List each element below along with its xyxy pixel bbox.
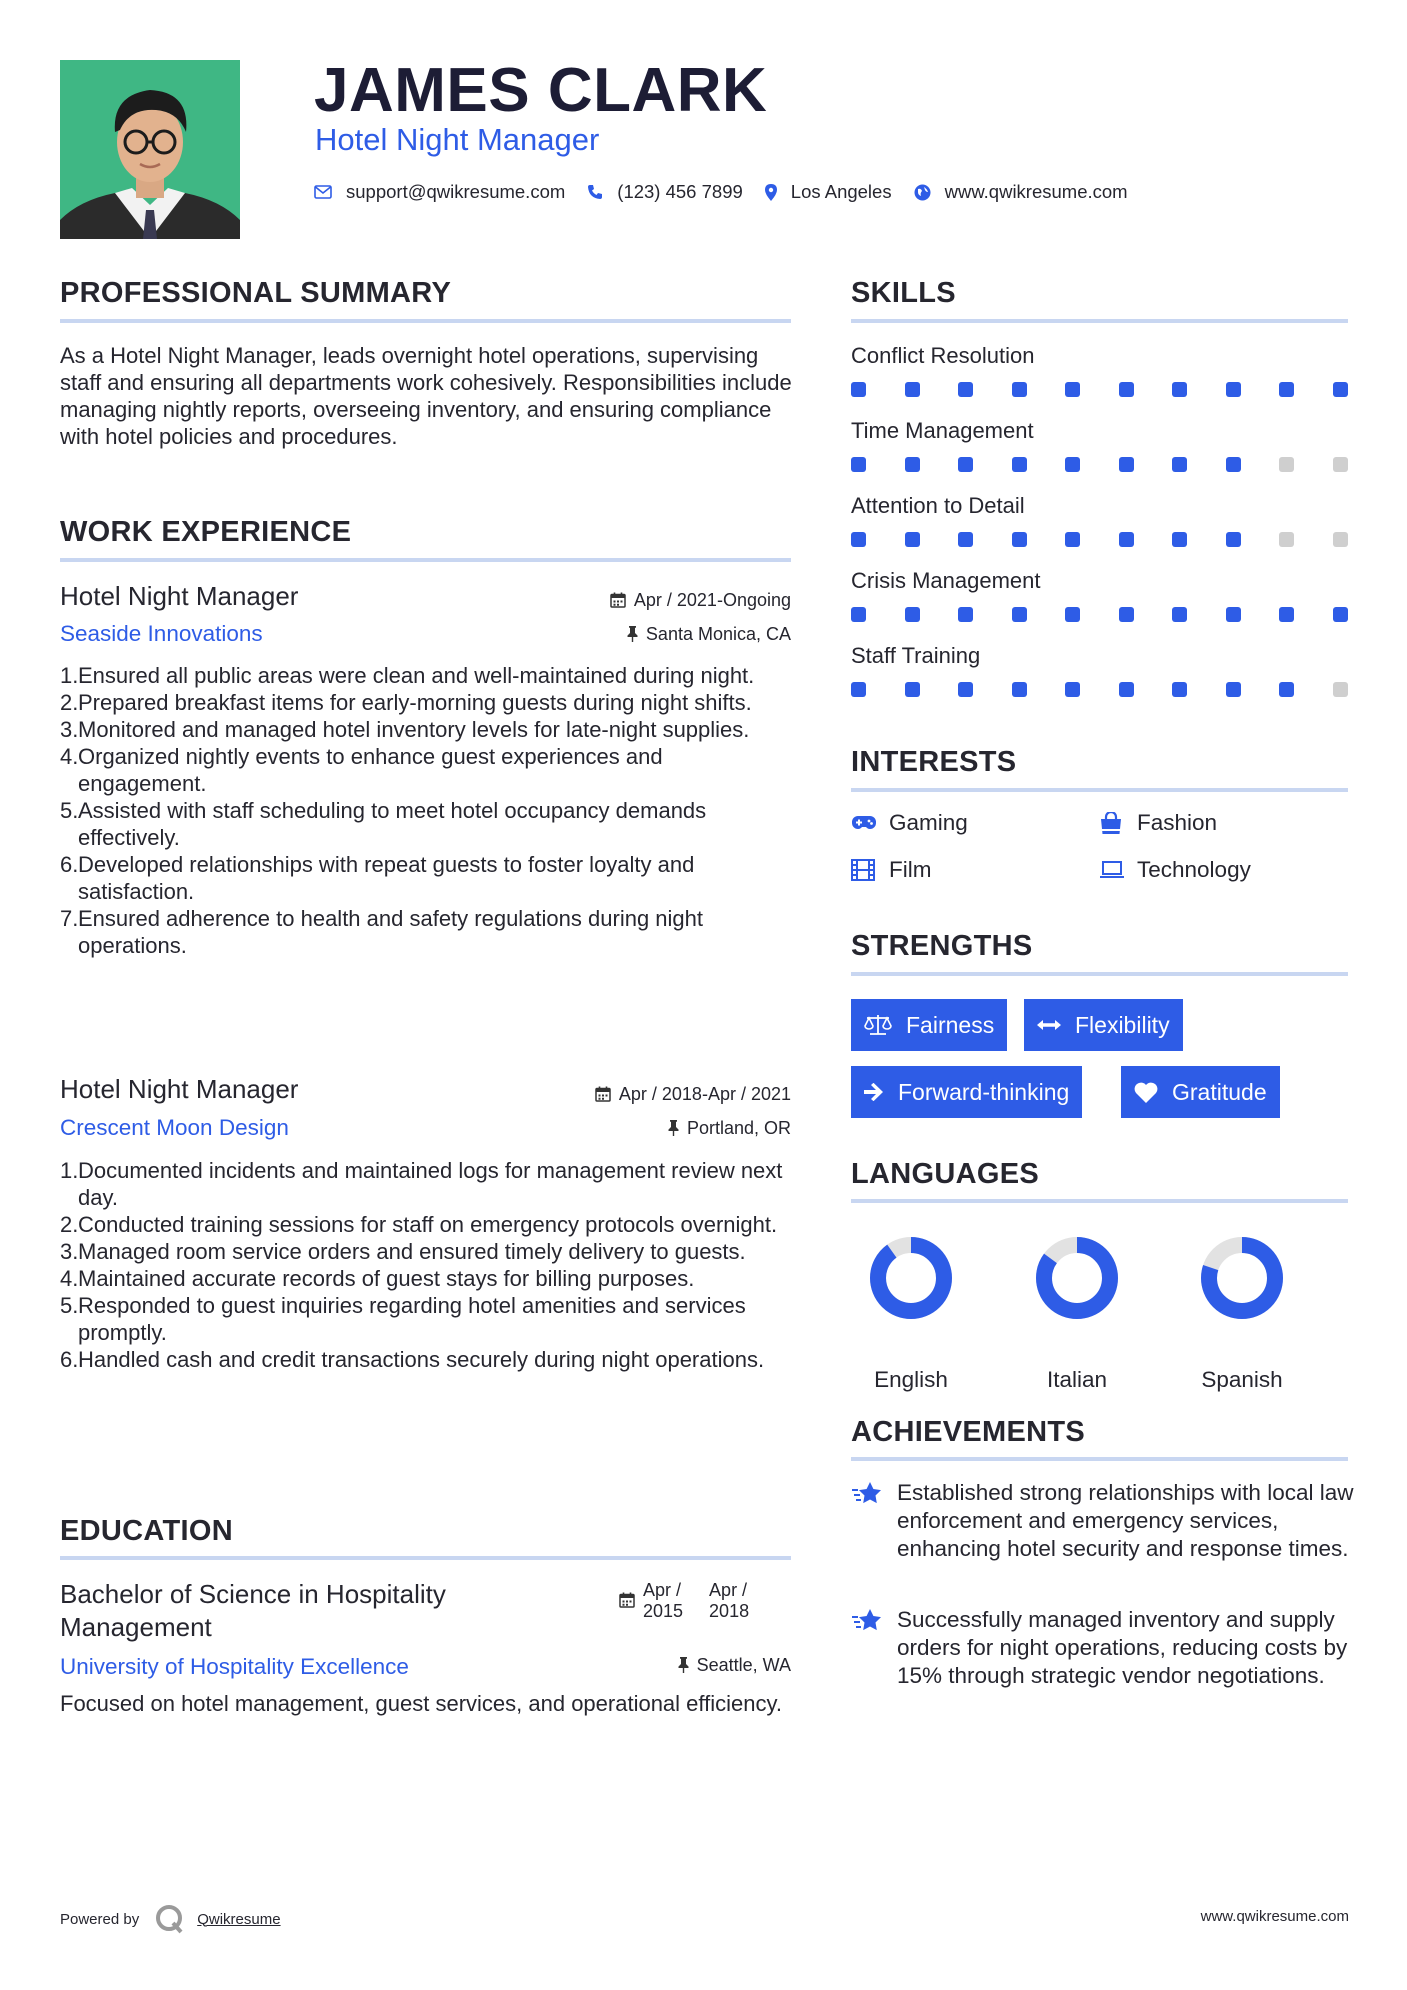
- job-2-dates: [520, 1083, 791, 1105]
- skill-dot-filled: [1279, 607, 1294, 622]
- envelope-icon: [314, 185, 332, 199]
- footer-powered: [60, 1904, 281, 1934]
- skills-list: [851, 342, 1348, 717]
- skill-row: [851, 492, 1348, 567]
- phone-icon: [587, 184, 603, 200]
- skill-dot-filled: [905, 532, 920, 547]
- skill-dot-filled: [1012, 382, 1027, 397]
- contact-website[interactable]: [914, 181, 1128, 203]
- summary-text: As a Hotel Night Manager, leads overnight hotel operations, supervising staff and ensuring all departments work cohesively. Responsibilities include managing nightly reports, overseeing inventory, and ensuring compliance with hotel policies and procedures.: [60, 343, 792, 449]
- languages-heading: LANGUAGES: [851, 1158, 1039, 1190]
- skill-row: [851, 417, 1348, 492]
- job-1-title: Hotel Night Manager: [60, 581, 299, 611]
- skill-dot-filled: [851, 382, 866, 397]
- achievement-text: Successfully managed inventory and supply orders for night operations, reducing costs by 15% through strategic vendor negotiations.: [897, 1607, 1348, 1688]
- skill-dot-filled: [1119, 457, 1134, 472]
- skill-dot-filled: [1172, 457, 1187, 472]
- achievements-heading: ACHIEVEMENTS: [851, 1416, 1086, 1448]
- arrows-horizontal-icon: [1037, 1019, 1061, 1031]
- strength-label: Flexibility: [1075, 1011, 1170, 1038]
- skill-dot-filled: [851, 607, 866, 622]
- contact-location-text: Los Angeles: [790, 181, 892, 202]
- job-2-bullet: Managed room service orders and ensured timely delivery to guests.: [78, 1239, 746, 1264]
- skill-dot-filled: [1279, 682, 1294, 697]
- job-2-bullet: Documented incidents and maintained logs for management review next day.: [78, 1158, 783, 1210]
- skill-dot-filled: [958, 382, 973, 397]
- skill-dot-filled: [1065, 682, 1080, 697]
- interest-label: Technology: [1137, 857, 1251, 882]
- languages-divider: [851, 1199, 1348, 1203]
- skill-dot-filled: [1065, 382, 1080, 397]
- job-2-bullet: Handled cash and credit transactions securely during night operations.: [78, 1347, 765, 1372]
- education-location-text: Seattle, WA: [696, 1655, 791, 1675]
- balance-scale-icon: [864, 1014, 892, 1036]
- education-degree: Bachelor of Science in Hospitality Management: [60, 1579, 446, 1642]
- skill-rating: [851, 682, 1348, 698]
- calendar-icon: [595, 1086, 611, 1102]
- interest-gaming: [851, 809, 968, 837]
- language-donut: [841, 1234, 981, 1324]
- education-heading: EDUCATION: [60, 1515, 233, 1547]
- skill-dot-filled: [1333, 607, 1348, 622]
- laptop-icon: [1099, 861, 1129, 879]
- job-1-location: [520, 623, 791, 645]
- job-2-bullet: Responded to guest inquiries regarding hotel amenities and services promptly.: [78, 1293, 746, 1345]
- calendar-icon: [619, 1580, 635, 1622]
- skill-dot-filled: [1119, 607, 1134, 622]
- interests-heading: INTERESTS: [851, 746, 1017, 778]
- skill-dot-filled: [958, 532, 973, 547]
- candidate-name: JAMES CLARK: [314, 56, 768, 125]
- job-1-bullets: [60, 662, 795, 959]
- achievement-item: [851, 1479, 1356, 1563]
- interest-label: Film: [889, 857, 932, 882]
- skill-dot-empty: [1333, 532, 1348, 547]
- summary-heading: PROFESSIONAL SUMMARY: [60, 277, 452, 309]
- job-2-bullets: [60, 1157, 795, 1373]
- language-label: Spanish: [1201, 1367, 1283, 1392]
- contact-phone-text: (123) 456 7899: [617, 181, 743, 202]
- strengths-heading: STRENGTHS: [851, 930, 1033, 962]
- education-start-month: Apr /: [643, 1580, 682, 1600]
- contact-email[interactable]: [314, 181, 565, 203]
- experience-divider: [60, 558, 791, 562]
- interest-label: Gaming: [889, 810, 968, 835]
- education-end: [709, 1580, 749, 1622]
- skill-dot-filled: [1012, 457, 1027, 472]
- language-label: Italian: [1046, 1367, 1108, 1392]
- experience-heading: WORK EXPERIENCE: [60, 516, 352, 548]
- language-item: [1172, 1234, 1312, 1394]
- globe-icon: [914, 184, 931, 201]
- arrow-right-icon: [864, 1083, 884, 1101]
- skill-rating: [851, 532, 1348, 548]
- skill-dot-empty: [1333, 457, 1348, 472]
- interest-film: [851, 856, 931, 884]
- strengths-divider: [851, 972, 1348, 976]
- skill-dot-filled: [905, 382, 920, 397]
- skill-dot-filled: [905, 682, 920, 697]
- skill-dot-filled: [905, 607, 920, 622]
- contact-bar: [314, 178, 1150, 206]
- job-1-bullet: Assisted with staff scheduling to meet hotel occupancy demands effectively.: [78, 798, 707, 850]
- skill-dot-filled: [1065, 532, 1080, 547]
- strength-fairness: [851, 999, 1007, 1051]
- job-1-bullet: Prepared breakfast items for early-morning guests during night shifts.: [78, 690, 752, 715]
- skill-dot-filled: [851, 682, 866, 697]
- skill-dot-filled: [1119, 682, 1134, 697]
- skill-dot-filled: [1119, 532, 1134, 547]
- skill-dot-filled: [1119, 382, 1134, 397]
- skill-dot-filled: [1226, 607, 1241, 622]
- skill-rating: [851, 457, 1348, 473]
- profile-photo: [60, 60, 240, 239]
- skill-dot-filled: [1226, 382, 1241, 397]
- skill-dot-filled: [1065, 607, 1080, 622]
- job-2-title: Hotel Night Manager: [60, 1074, 299, 1104]
- pin-icon: [668, 1120, 679, 1136]
- skill-name: Conflict Resolution: [851, 343, 1035, 368]
- language-donut-fill: [878, 1245, 944, 1311]
- strength-flexibility: [1024, 999, 1183, 1051]
- skill-dot-filled: [1279, 382, 1294, 397]
- skill-dot-filled: [1172, 682, 1187, 697]
- skill-dot-filled: [1012, 532, 1027, 547]
- skill-dot-empty: [1279, 532, 1294, 547]
- education-divider: [60, 1556, 791, 1560]
- shopping-bag-icon: [1099, 812, 1129, 834]
- skill-dot-filled: [851, 532, 866, 547]
- achievement-text: Established strong relationships with local law enforcement and emergency services, enhancing hotel security and response times.: [897, 1480, 1354, 1561]
- job-1-bullet: Developed relationships with repeat guests to foster loyalty and satisfaction.: [78, 852, 695, 904]
- education-start: [643, 1580, 683, 1622]
- skill-name: Attention to Detail: [851, 493, 1025, 518]
- job-1-bullet: Monitored and managed hotel inventory levels for late-night supplies.: [78, 717, 750, 742]
- job-1-bullet: Ensured all public areas were clean and well-maintained during night.: [78, 663, 755, 688]
- skill-dot-empty: [1333, 682, 1348, 697]
- languages-list: [841, 1234, 1381, 1392]
- skill-dot-filled: [958, 607, 973, 622]
- skill-rating: [851, 607, 1348, 623]
- skill-rating: [851, 382, 1348, 398]
- education-description: Focused on hotel management, guest services, and operational efficiency.: [60, 1691, 782, 1716]
- film-icon: [851, 859, 881, 881]
- language-item: [1007, 1234, 1147, 1394]
- skills-heading: SKILLS: [851, 277, 956, 309]
- education-dates: [619, 1580, 749, 1622]
- job-2-bullet: Conducted training sessions for staff on emergency protocols overnight.: [78, 1212, 778, 1237]
- interests-divider: [851, 788, 1348, 792]
- skills-divider: [851, 319, 1348, 323]
- job-2-location: [520, 1117, 791, 1139]
- skill-dot-filled: [1065, 457, 1080, 472]
- calendar-icon: [610, 592, 626, 608]
- education-school[interactable]: University of Hospitality Excellence: [60, 1654, 409, 1679]
- job-1-bullet: Ensured adherence to health and safety regulations during night operations.: [78, 906, 703, 958]
- language-label: English: [874, 1367, 948, 1392]
- skill-name: Staff Training: [851, 643, 981, 668]
- job-1-dates: [520, 589, 791, 611]
- skill-dot-filled: [958, 457, 973, 472]
- star-icon: [851, 1479, 897, 1563]
- job-1-bullet: Organized nightly events to enhance guest experiences and engagement.: [78, 744, 663, 796]
- interest-technology: [1099, 856, 1251, 884]
- summary-divider: [60, 319, 791, 323]
- skill-dot-filled: [1333, 382, 1348, 397]
- skill-name: Crisis Management: [851, 568, 1041, 593]
- skill-row: [851, 567, 1348, 642]
- star-icon: [851, 1606, 897, 1690]
- avatar-image: [60, 60, 240, 239]
- pin-icon: [678, 1657, 689, 1673]
- skill-dot-empty: [1279, 457, 1294, 472]
- interest-label: Fashion: [1137, 810, 1218, 835]
- education-location: [520, 1654, 791, 1676]
- skill-row: [851, 342, 1348, 417]
- skill-row: [851, 642, 1348, 717]
- interest-fashion: [1099, 809, 1217, 837]
- job-1-dates-text: Apr / 2021-Ongoing: [633, 590, 791, 610]
- qwikresume-logo-icon: [155, 1904, 185, 1934]
- candidate-title: Hotel Night Manager: [315, 122, 600, 157]
- footer-powered-text: Powered by: [60, 1910, 140, 1928]
- contact-phone[interactable]: [587, 181, 743, 203]
- contact-email-text: support@qwikresume.com: [346, 181, 566, 202]
- pin-icon: [627, 626, 638, 642]
- skill-dot-filled: [1226, 457, 1241, 472]
- job-1-location-text: Santa Monica, CA: [645, 624, 791, 644]
- language-donut: [1007, 1234, 1147, 1324]
- education-end-year: 2018: [709, 1601, 750, 1621]
- strength-label: Fairness: [906, 1011, 995, 1038]
- achievement-item: [851, 1606, 1356, 1690]
- skill-dot-filled: [1226, 532, 1241, 547]
- skill-dot-filled: [1172, 532, 1187, 547]
- achievements-divider: [851, 1457, 1348, 1461]
- skill-dot-filled: [1012, 607, 1027, 622]
- gamepad-icon: [851, 815, 881, 831]
- education-end-month: Apr /: [709, 1580, 748, 1600]
- skill-dot-filled: [1172, 607, 1187, 622]
- contact-website-text: www.qwikresume.com: [944, 181, 1128, 202]
- contact-location: [765, 181, 892, 203]
- skill-dot-filled: [1226, 682, 1241, 697]
- footer-website[interactable]: www.qwikresume.com: [1200, 1908, 1349, 1925]
- education-start-year: 2015: [643, 1601, 684, 1621]
- map-pin-icon: [765, 184, 777, 201]
- heart-icon: [1134, 1082, 1158, 1103]
- strength-gratitude: [1121, 1066, 1280, 1118]
- language-item: [841, 1234, 981, 1394]
- job-2-location-text: Portland, OR: [686, 1118, 791, 1138]
- skill-dot-filled: [851, 457, 866, 472]
- strength-forward-thinking: [851, 1066, 1082, 1118]
- strength-label: Forward-thinking: [898, 1078, 1070, 1105]
- skill-dot-filled: [1012, 682, 1027, 697]
- footer-brand-link[interactable]: Qwikresume: [197, 1910, 281, 1928]
- job-2-company[interactable]: Crescent Moon Design: [60, 1115, 289, 1140]
- skill-dot-filled: [905, 457, 920, 472]
- strength-label: Gratitude: [1172, 1078, 1267, 1105]
- skill-dot-filled: [958, 682, 973, 697]
- job-2-dates-text: Apr / 2018-Apr / 2021: [618, 1084, 791, 1104]
- skill-dot-filled: [1172, 382, 1187, 397]
- language-donut: [1172, 1234, 1312, 1324]
- skill-name: Time Management: [851, 418, 1034, 443]
- job-1-company[interactable]: Seaside Innovations: [60, 621, 263, 646]
- job-2-bullet: Maintained accurate records of guest stays for billing purposes.: [78, 1266, 695, 1291]
